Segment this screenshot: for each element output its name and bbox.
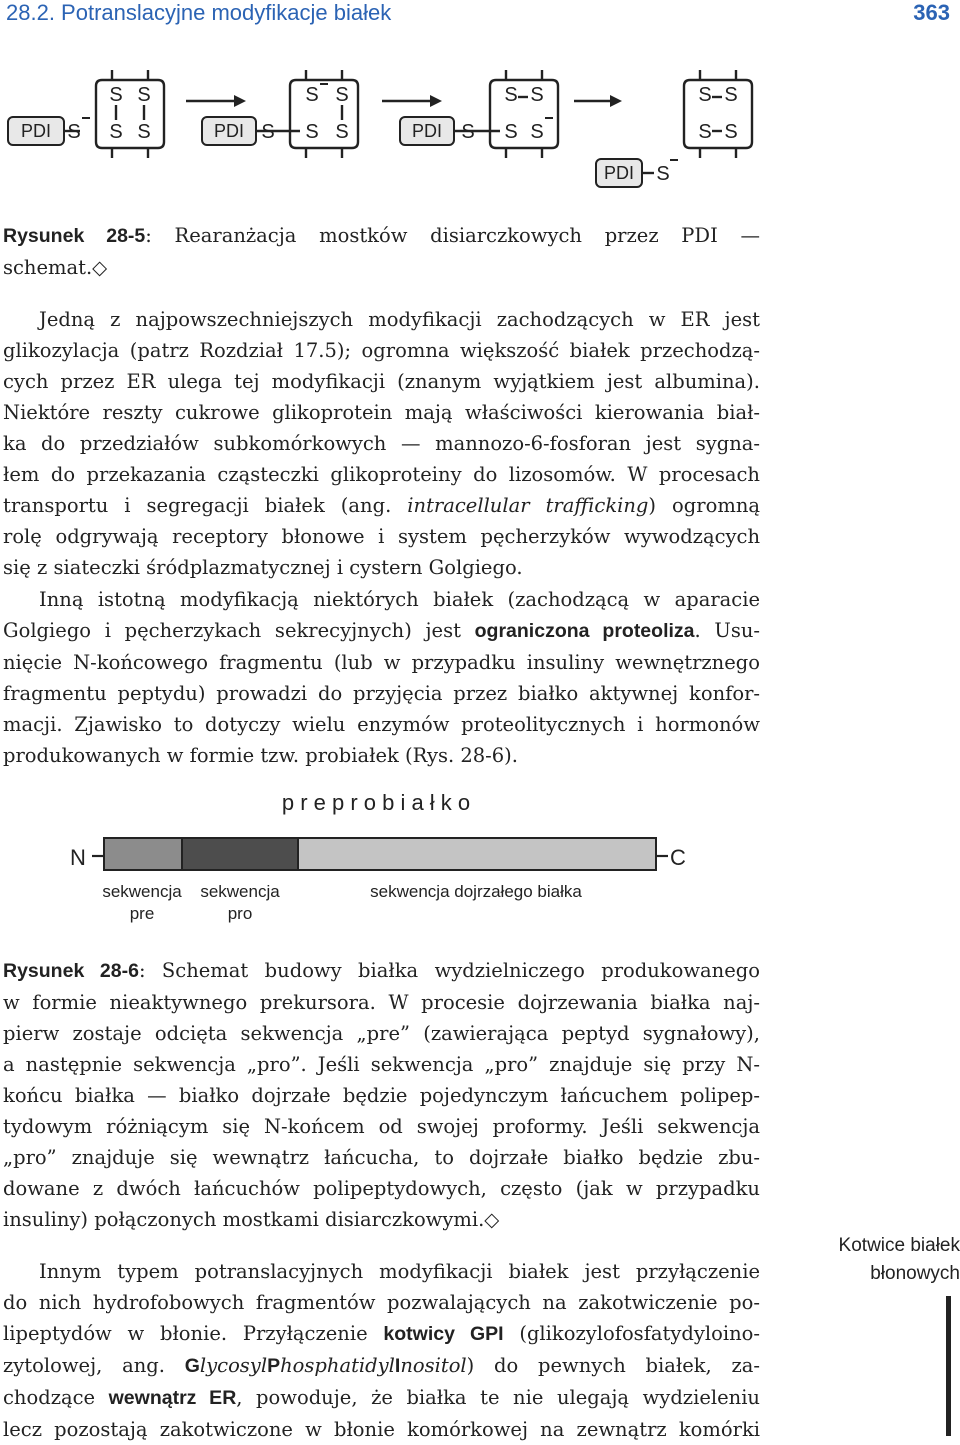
text-span: transportu i segregacji białek (ang. (3, 494, 392, 517)
pro-label: pro (227, 904, 253, 923)
acronym-letter: G (184, 1355, 200, 1377)
sulfur-label: S (305, 84, 319, 106)
sulfur-label: S (261, 121, 275, 143)
sulfur-label: S (305, 121, 319, 143)
sulfur-label: S (461, 121, 475, 143)
caption-text: insuliny) połączonych mostkami disiarczkowymi.◇ (3, 1208, 500, 1231)
text-line: Innym typem potranslacyjnych modyfikacji białek jest przyłączenie (39, 1260, 760, 1283)
caption-text: schemat.◇ (3, 256, 108, 279)
mature-label: sekwencja dojrzałego białka (370, 882, 582, 901)
text-span: lipeptydów w błonie. Przyłączenie (3, 1322, 368, 1345)
acronym-letter: P (267, 1355, 281, 1377)
pdi-label: PDI (213, 121, 245, 141)
paragraph-proteolysis (3, 584, 760, 771)
sulfur-label: S (698, 121, 712, 143)
preprotein-title: p r e p r o b i a ł k o (281, 790, 471, 815)
english-term: hosphatidyl (280, 1354, 395, 1377)
figure-28-5-diagram (0, 60, 960, 200)
margin-note (792, 1232, 960, 1288)
pdi-label: PDI (603, 163, 635, 183)
text-line (3, 490, 760, 521)
caption-text: końcu białka — białko dojrzałe będzie pojedynczym łańcuchem polipep- (3, 1084, 760, 1107)
caption-text: tydowym różniącym się N-końcem od swojej proformy. Jeśli sekwencja (3, 1115, 760, 1138)
figure-28-5-caption (3, 220, 760, 283)
text-line: lecz pozostają zakotwiczone w błonie komórkowej na zewnątrz komórki (3, 1418, 760, 1441)
pre-sequence-segment (104, 838, 182, 870)
sulfur-label: S (530, 121, 544, 143)
sulfur-label: S (504, 84, 518, 106)
mature-protein-segment (298, 838, 656, 870)
section-title: 28.2. Potranslacyjne modyfikacje białek (6, 0, 392, 25)
text-span: chodzące (3, 1386, 96, 1409)
sulfur-label: S (137, 84, 151, 106)
text-span: . Usu- (694, 619, 760, 642)
sulfur-label: S (656, 163, 670, 185)
paragraph-glycosylation (3, 304, 760, 583)
text-line: glikozylacja (patrz Rozdział 17.5); ogromna większość białek przechodzą- (3, 339, 760, 362)
text-span: ) ogromną (648, 494, 760, 517)
sulfur-label: S (137, 121, 151, 143)
text-line (3, 615, 760, 647)
text-line: się z siateczki śródplazmatycznej i cystern Golgiego. (3, 556, 523, 579)
sulfur-label: S (724, 121, 738, 143)
pro-sequence-segment (182, 838, 298, 870)
caption-text: dowane z dwóch łańcuchów polipeptydowych, często (jak w przypadku (3, 1177, 760, 1200)
figure-28-6-caption (3, 955, 760, 1235)
caption-text: pierw zostaje odcięta sekwencja „pre” (zawierająca peptyd sygnałowy), (3, 1022, 760, 1045)
text-span: zytolowej, ang. (3, 1354, 165, 1377)
acronym-letter: I (394, 1355, 401, 1377)
text-line: do nich hydrofobowych fragmentów pozwalających na zakotwiczenie po- (3, 1291, 760, 1314)
paragraph-gpi-anchor (3, 1256, 760, 1445)
key-term: kotwicy GPI (383, 1323, 504, 1345)
n-terminus-label: N (70, 845, 86, 870)
caption-text: „pro” znajduje się wewnątrz łańcucha, to dojrzałe białko będzie zbu- (3, 1146, 760, 1169)
figure-28-6-diagram (0, 786, 960, 936)
text-line: nięcie N-końcowego fragmentu (lub w przypadku insuliny wewnętrznego (3, 651, 760, 674)
text-line: Jedną z najpowszechniejszych modyfikacji zachodzących w ER jest (39, 308, 760, 331)
pdi-label: PDI (411, 121, 443, 141)
sulfur-label: S (724, 84, 738, 106)
sulfur-label: S (504, 121, 518, 143)
caption-text: w formie nieaktywnego prekursora. W procesie dojrzewania białka naj- (3, 991, 760, 1014)
page-number: 363 (913, 0, 950, 25)
english-term: lycosyl (199, 1354, 268, 1377)
caption-text: a następnie sekwencja „pro”. Jeśli sekwencja „pro” znajduje się przy N- (3, 1053, 760, 1076)
sulfur-label: S (109, 84, 123, 106)
margin-bar (946, 1296, 951, 1436)
caption-text: : Schemat budowy białka wydzielniczego produkowanego (138, 959, 760, 982)
text-line: produkowanych w formie tzw. probiałek (Rys. 28-6). (3, 744, 518, 767)
pre-label: pre (129, 904, 155, 923)
english-term: nositol (400, 1354, 467, 1377)
page-header (0, 0, 960, 34)
sulfur-label: S (530, 84, 544, 106)
text-span: ) do pewnych białek, za- (466, 1354, 761, 1377)
caption-label: Rysunek 28-5 (3, 225, 146, 247)
text-line (3, 1350, 760, 1382)
c-terminus-label: C (670, 845, 686, 870)
text-line: Niektóre reszty cukrowe glikoprotein mają właściwości kierowania biał- (3, 401, 760, 424)
english-term: intracellular trafficking (407, 494, 649, 517)
sulfur-label: S (335, 84, 349, 106)
text-span: , powoduje, że białka te nie ulegają wydzieleniu (236, 1386, 760, 1409)
margin-note-line: błonowych (870, 1263, 960, 1284)
text-line: fragmentu peptydu) prowadzi do przyjęcia przez białko aktywnej konfor- (3, 682, 760, 705)
text-line: cych przez ER ulega tej modyfikacji (znanym wyjątkiem jest albumina). (3, 370, 760, 393)
text-line: Inną istotną modyfikacją niektórych białek (zachodzącą w aparacie (39, 588, 760, 611)
margin-note-line: Kotwice białek (838, 1235, 960, 1256)
text-line (3, 1382, 760, 1414)
key-term: wewnątrz ER (108, 1387, 237, 1409)
sulfur-label: S (698, 84, 712, 106)
sulfur-label: S (67, 121, 81, 143)
text-line: rolę odgrywają receptory błonowe i system pęcherzyków wywodzących (3, 525, 760, 548)
text-line: ka do przedziałów subkomórkowych — mannozo-6-fosforan jest sygna- (3, 432, 760, 455)
pro-label: sekwencja (200, 882, 280, 901)
caption-text: : Rearanżacja mostków disiarczkowych przez PDI — (145, 224, 760, 247)
text-span: (glikozylofosfatydyloino- (519, 1322, 760, 1345)
text-line: łem do przekazania cząsteczki glikoproteiny do lizosomów. W procesach (3, 463, 760, 486)
text-line (3, 1318, 760, 1350)
pre-label: sekwencja (102, 882, 182, 901)
text-line: macji. Zjawisko to dotyczy wielu enzymów proteolitycznych i hormonów (3, 713, 760, 736)
pdi-label: PDI (20, 121, 52, 141)
key-term: ograniczona proteoliza (474, 620, 695, 642)
text-span: Golgiego i pęcherzykach sekrecyjnych) jest (3, 619, 461, 642)
caption-label: Rysunek 28-6 (3, 960, 139, 982)
sulfur-label: S (335, 121, 349, 143)
sulfur-label: S (109, 121, 123, 143)
